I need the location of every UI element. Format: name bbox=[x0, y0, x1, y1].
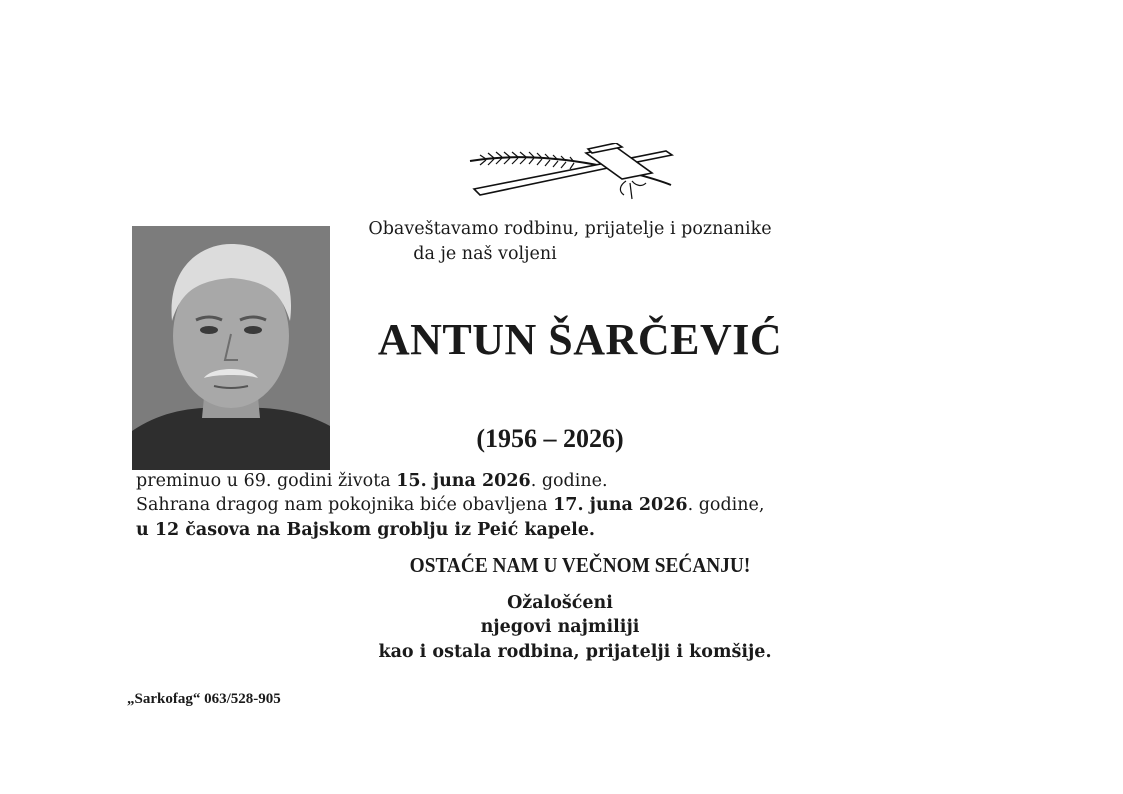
life-years: (1956 – 2026) bbox=[476, 424, 624, 453]
cross-with-palm-branch-icon bbox=[466, 143, 680, 205]
intro-line-1: Obaveštavamo rodbinu, prijatelje i poznanike bbox=[368, 219, 772, 239]
funeral-notice-line: Sahrana dragog nam pokojnika biće obavljena 17. juna 2026. godine, bbox=[136, 495, 765, 515]
funeral-date: 17. juna 2026 bbox=[553, 495, 688, 515]
funeral-home-footer: „Sarkofag“ 063/528-905 bbox=[127, 691, 281, 707]
death-date: 15. juna 2026 bbox=[396, 471, 531, 491]
death-notice-line: preminuo u 69. godini života 15. juna 2026. godine. bbox=[136, 471, 608, 491]
memorial-phrase: OSTAĆE NAM U VEČNOM SEĆANJU! bbox=[409, 553, 751, 577]
intro-line-2: da je naš voljeni bbox=[413, 244, 557, 264]
mourners-line-2: njegovi najmiliji bbox=[480, 617, 640, 637]
portrait-photo bbox=[132, 226, 330, 470]
mourners-line-3: kao i ostala rodbina, prijatelji i komšije. bbox=[378, 642, 772, 662]
deceased-name: ANTUN ŠARČEVIĆ bbox=[377, 315, 783, 364]
mourners-line-1: Ožalošćeni bbox=[507, 593, 613, 613]
funeral-time-location: u 12 časova na Bajskom groblju iz Peić kapele. bbox=[136, 520, 596, 540]
